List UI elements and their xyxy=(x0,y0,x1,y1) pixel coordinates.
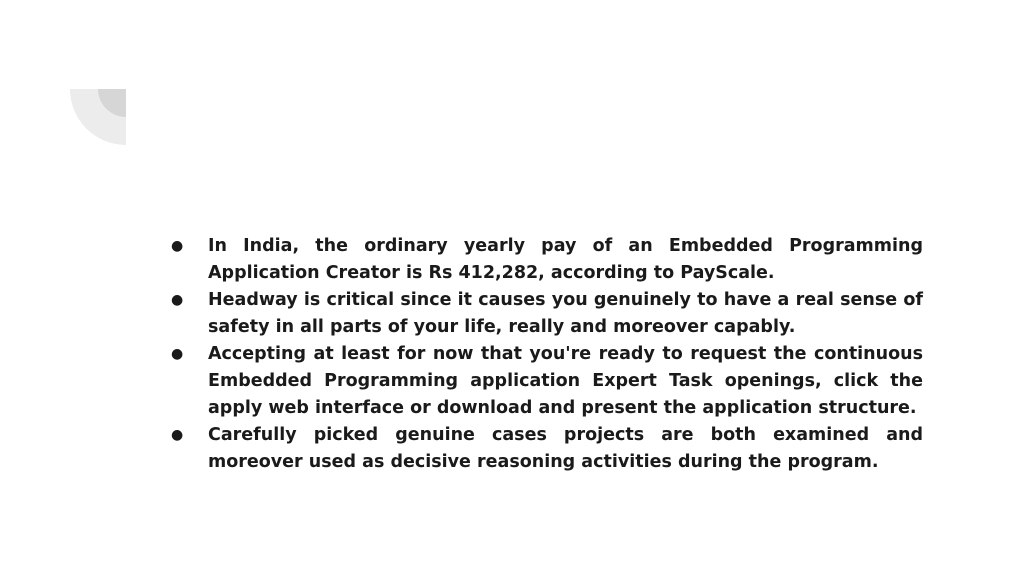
bullet-dot-icon: ● xyxy=(171,238,184,254)
bullet-item xyxy=(168,233,923,287)
bullet-text: Headway is critical since it causes you genuinely to have a real sense of safety in all parts of your life, really and moreover capably. xyxy=(208,290,923,337)
bullet-dot-icon: ● xyxy=(171,427,184,443)
bullet-dot-icon: ● xyxy=(171,292,184,308)
bullet-item xyxy=(168,422,923,476)
bullet-text: Accepting at least for now that you're ready to request the continuous Embedded Programming application Expert Task openings, click the apply web interface or download and present the application structure. xyxy=(208,344,923,418)
corner-quarter-circle-decoration xyxy=(70,89,126,145)
bullet-dot-icon: ● xyxy=(171,346,184,362)
bullet-text: In India, the ordinary yearly pay of an Embedded Programming Application Creator is Rs 412,282, according to PayScale. xyxy=(208,236,923,283)
bullet-item xyxy=(168,341,923,422)
bullet-item xyxy=(168,287,923,341)
bullet-text: Carefully picked genuine cases projects are both examined and moreover used as decisive reasoning activities during the program. xyxy=(208,425,923,472)
bullet-list xyxy=(168,233,923,476)
